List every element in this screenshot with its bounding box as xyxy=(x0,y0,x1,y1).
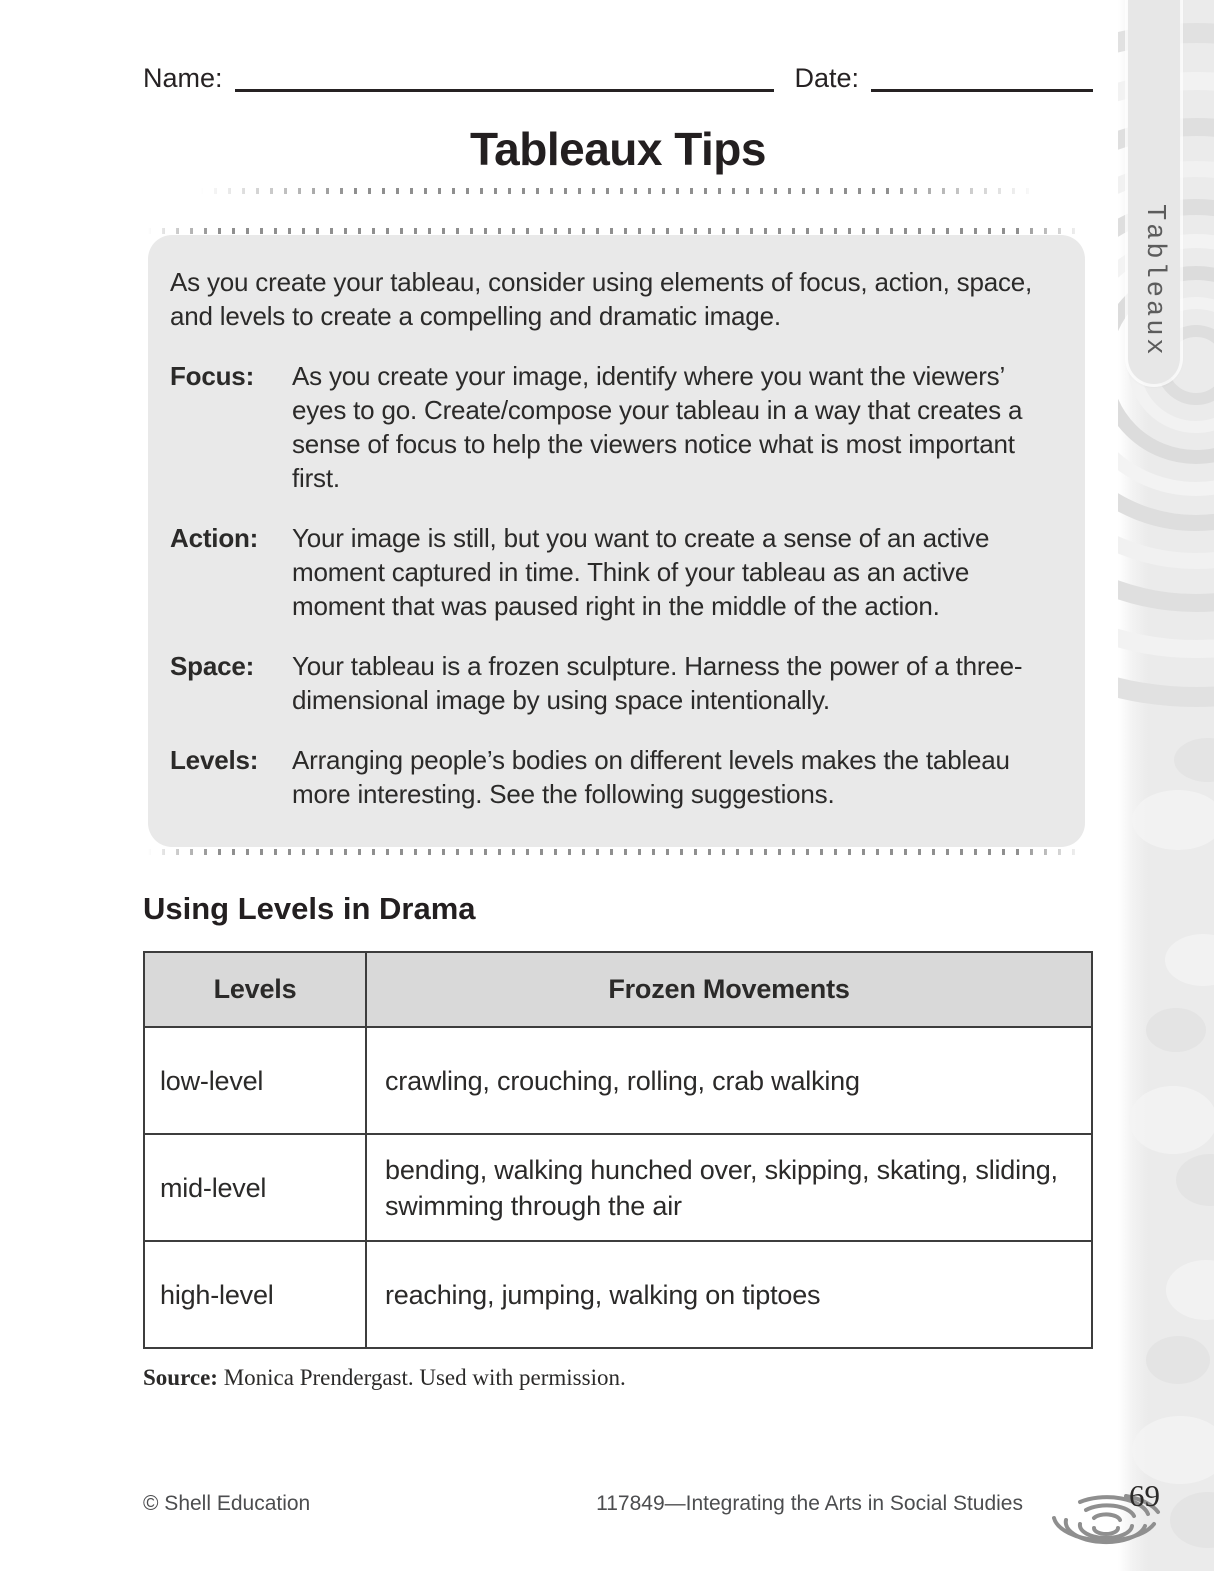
book-title: 117849—Integrating the Arts in Social Studies xyxy=(596,1492,1023,1515)
tip-action xyxy=(170,521,1057,623)
date-blank-line xyxy=(871,62,1093,92)
table-header-row xyxy=(144,952,1092,1027)
name-date-row xyxy=(143,62,1093,94)
box-top-dotted-divider xyxy=(148,228,1085,234)
page-title: Tableaux Tips xyxy=(469,123,766,175)
ripple-logo xyxy=(1050,1478,1168,1556)
tip-levels xyxy=(170,743,1057,811)
tips-intro: As you create your tableau, consider using elements of focus, action, space, and levels to create a compelling and dramatic image. xyxy=(170,267,1033,331)
source-label: Source: xyxy=(143,1365,218,1390)
tip-action-text: Your image is still, but you want to create a sense of an active moment captured in time. Think of your tableau as an active moment that was paused right in the middle of the action. xyxy=(292,523,990,621)
movements-cell: reaching, jumping, walking on tiptoes xyxy=(366,1241,1092,1348)
date-label: Date: xyxy=(794,63,859,93)
levels-table xyxy=(143,951,1093,1349)
source-text: Monica Prendergast. Used with permission. xyxy=(223,1365,626,1390)
tips-box xyxy=(148,235,1085,847)
movements-cell: bending, walking hunched over, skipping, skating, sliding, swimming through the air xyxy=(366,1134,1092,1241)
box-bottom-dotted-divider xyxy=(148,849,1085,855)
name-blank-line xyxy=(235,62,775,92)
movements-cell: crawling, crouching, rolling, crab walking xyxy=(366,1027,1092,1134)
sidebar-tab-label: Tableaux xyxy=(1139,204,1169,358)
table-row-high-level xyxy=(144,1241,1092,1348)
tip-levels-text: Arranging people’s bodies on different levels makes the tableau more interesting. See the following suggestions. xyxy=(292,745,1010,809)
name-label: Name: xyxy=(143,63,223,93)
title-dotted-divider xyxy=(200,188,1038,194)
page-content xyxy=(143,0,1093,1391)
page-number: 69 xyxy=(1129,1478,1160,1513)
level-cell: low-level xyxy=(144,1027,366,1134)
table-row-low-level xyxy=(144,1027,1092,1134)
table-row-mid-level xyxy=(144,1134,1092,1241)
tip-focus-label: Focus: xyxy=(170,361,255,391)
tip-focus xyxy=(170,359,1057,495)
tip-space xyxy=(170,649,1057,717)
tip-focus-text: As you create your image, identify where you want the viewers’ eyes to go. Create/compose your tableau in a way that creates a sense of focus to help the viewers notice what is most important first. xyxy=(292,361,1023,493)
tip-levels-label: Levels: xyxy=(170,745,259,775)
column-header-levels: Levels xyxy=(144,952,366,1027)
sidebar-tab xyxy=(1128,0,1180,384)
level-cell: mid-level xyxy=(144,1134,366,1241)
column-header-frozen-movements: Frozen Movements xyxy=(366,952,1092,1027)
publisher-credit: © Shell Education xyxy=(143,1492,311,1515)
source-note xyxy=(143,1365,1093,1391)
section-heading: Using Levels in Drama xyxy=(143,891,476,926)
tip-space-label: Space: xyxy=(170,651,255,681)
page-footer xyxy=(143,1492,1023,1516)
tip-space-text: Your tableau is a frozen sculpture. Harness the power of a three-dimensional image by using space intentionally. xyxy=(292,651,1023,715)
level-cell: high-level xyxy=(144,1241,366,1348)
tip-action-label: Action: xyxy=(170,523,259,553)
